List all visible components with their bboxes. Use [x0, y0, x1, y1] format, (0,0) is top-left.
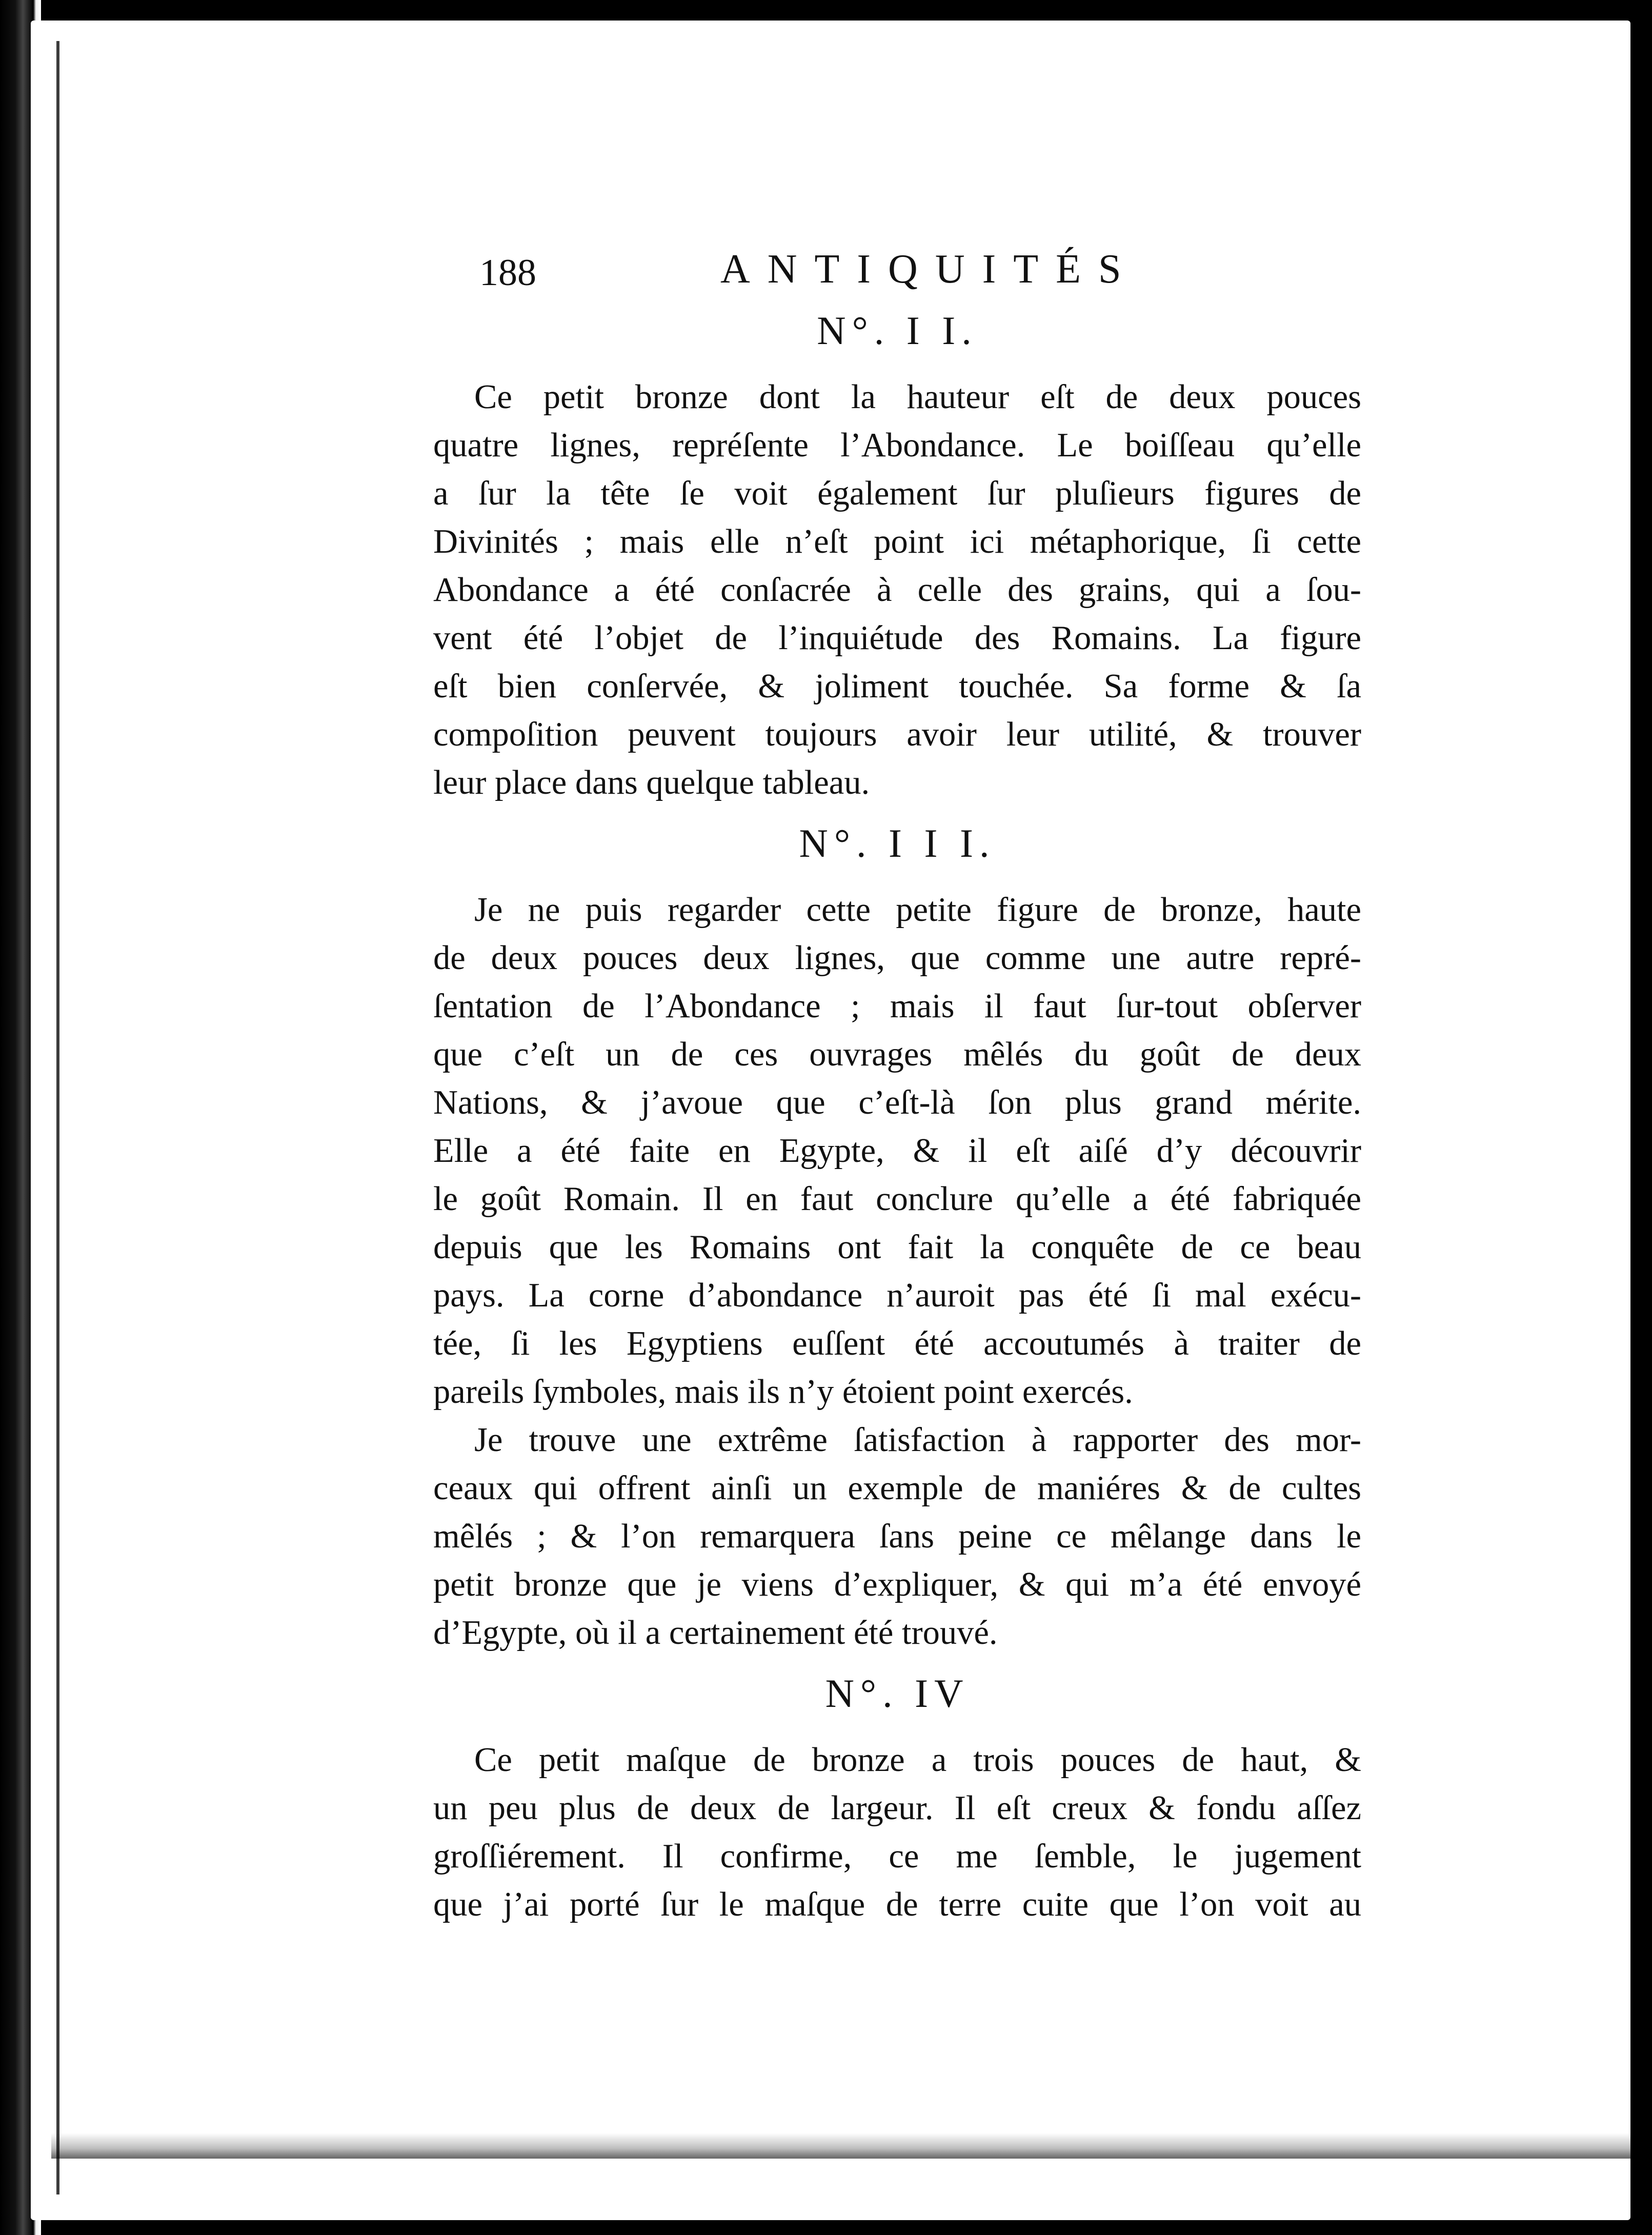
text-line: petit bronze que je viens d’expliquer, & qui m’a été envoyé: [433, 1566, 1361, 1603]
text-line: pays. La corne d’abondance n’auroit pas été ſi mal exécu-: [433, 1277, 1361, 1314]
section-heading-3: N°. I I I.: [799, 821, 996, 865]
page-number: 188: [479, 252, 536, 294]
text-line: le goût Romain. Il en faut conclure qu’elle a été fabriquée: [433, 1180, 1361, 1218]
text-line: Ce petit bronze dont la hauteur eſt de deux pouces: [474, 378, 1361, 416]
text-line: de deux pouces deux lignes, que comme une autre repré-: [433, 939, 1361, 977]
text-line: eſt bien conſervée, & joliment touchée. Sa forme & ſa: [433, 668, 1361, 705]
text-line: Elle a été faite en Egypte, & il eſt aiſé d’y découvrir: [433, 1132, 1361, 1170]
text-line: que j’ai porté ſur le maſque de terre cuite que l’on voit au: [433, 1886, 1361, 1923]
text-line: Nations, & j’avoue que c’eſt-là ſon plus grand mérite.: [433, 1084, 1361, 1121]
text-line: a ſur la tête ſe voit également ſur pluſieurs figures de: [433, 475, 1361, 512]
text-line: vent été l’objet de l’inquiétude des Romains. La figure: [433, 619, 1361, 657]
text-line: d’Egypte, où il a certainement été trouvé.: [433, 1614, 998, 1652]
section-heading-2: N°. I I.: [817, 308, 978, 353]
text-line: un peu plus de deux de largeur. Il eſt creux & fondu aſſez: [433, 1789, 1361, 1827]
gutter-shadow-line: [56, 41, 59, 2194]
text-line: ſentation de l’Abondance ; mais il faut ſur-tout obſerver: [433, 988, 1361, 1025]
running-head: [433, 236, 1361, 303]
text-line: ceaux qui offrent ainſi un exemple de maniéres & de cultes: [433, 1469, 1361, 1507]
bottom-page-shadow: [51, 2133, 1630, 2159]
text-line: Abondance a été conſacrée à celle des grains, qui a ſou-: [433, 571, 1361, 609]
text-line: groſſiérement. Il confirme, ce me ſemble, le jugement: [433, 1838, 1361, 1875]
text-line: Je ne puis regarder cette petite figure de bronze, haute: [474, 891, 1361, 929]
text-line: leur place dans quelque tableau.: [433, 764, 870, 801]
paragraph-section-2: [433, 373, 1361, 807]
text-line: quatre lignes, repréſente l’Abondance. Le boiſſeau qu’elle: [433, 427, 1361, 464]
running-head-title: ANTIQUITÉS: [720, 247, 1139, 292]
text-line: tée, ſi les Egyptiens euſſent été accoutumés à traiter de: [433, 1325, 1361, 1362]
paragraph-section-4: [433, 1736, 1361, 1929]
text-line: Ce petit maſque de bronze a trois pouces de haut, &: [474, 1741, 1361, 1779]
paragraph-section-3-second: [433, 1416, 1361, 1657]
text-line: compoſition peuvent toujours avoir leur utilité, & trouver: [433, 716, 1361, 753]
text-line: que c’eſt un de ces ouvrages mêlés du goût de deux: [433, 1036, 1361, 1073]
text-line: Divinités ; mais elle n’eſt point ici métaphorique, ſi cette: [433, 523, 1361, 560]
text-line: mêlés ; & l’on remarquera ſans peine ce mêlange dans le: [433, 1518, 1361, 1555]
text-line: Je trouve une extrême ſatisfaction à rapporter des mor-: [474, 1421, 1361, 1459]
section-heading-4: N°. IV: [825, 1671, 970, 1716]
page-text-block: [433, 236, 1361, 1929]
paragraph-section-3-first: [433, 886, 1361, 1416]
text-line: pareils ſymboles, mais ils n’y étoient point exercés.: [433, 1373, 1133, 1411]
text-line: depuis que les Romains ont fait la conquête de ce beau: [433, 1229, 1361, 1266]
